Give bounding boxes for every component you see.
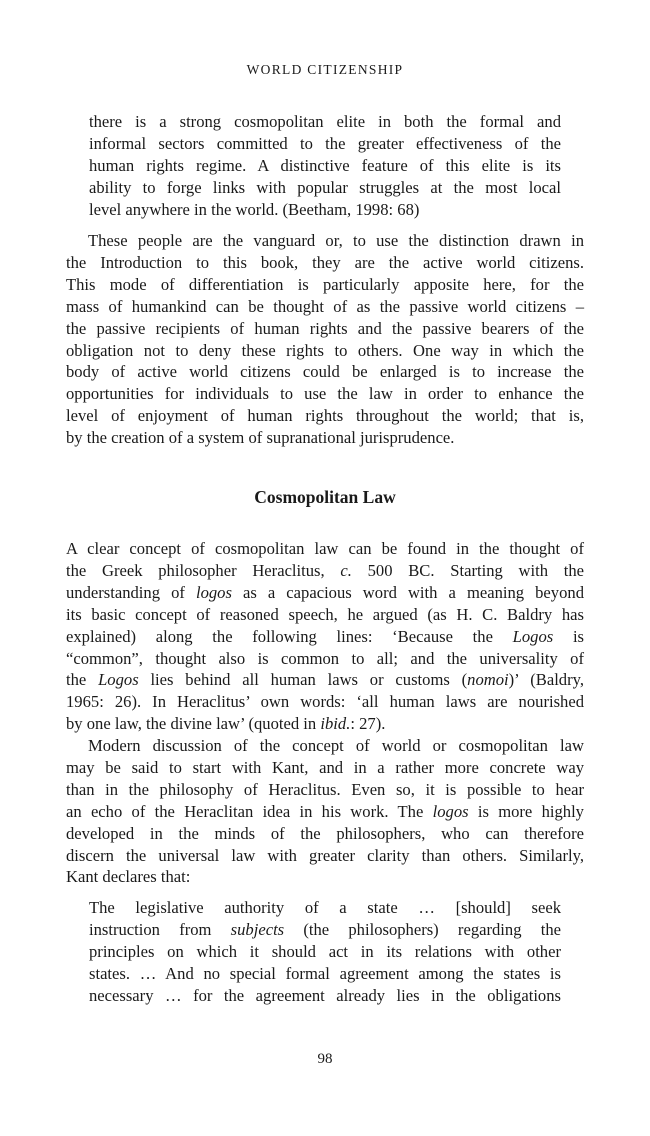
paragraph-heraclitus	[66, 538, 584, 735]
text-line: by the creation of a system of supranational jurisprudence.	[66, 428, 455, 448]
text-line: developed in the minds of the philosophers, who can therefore	[66, 823, 584, 843]
text-line: the Logos lies behind all human laws or customs (nomoi)’ (Baldry,	[66, 670, 584, 690]
text-line: necessary … for the agreement already lies in the obligations	[89, 985, 561, 1005]
text-line: opportunities for individuals to use the law in order to enhance the	[66, 384, 584, 404]
text-line: obligation not to deny these rights to others. One way in which the	[66, 340, 584, 360]
text-line: 1965: 26). In Heraclitus’ own words: ‘all human laws are nourished	[66, 692, 584, 712]
text-line: This mode of differentiation is particularly apposite here, for the	[66, 274, 584, 294]
text-line: its basic concept of reasoned speech, he argued (as H. C. Baldry has	[66, 604, 584, 624]
text-line: may be said to start with Kant, and in a rather more concrete way	[66, 757, 584, 777]
text-line: an echo of the Heraclitan idea in his work. The logos is more highly	[66, 801, 584, 821]
text-line: principles on which it should act in its relations with other	[89, 941, 561, 961]
text-line: Kant declares that:	[66, 867, 191, 887]
text-line: than in the philosophy of Heraclitus. Even so, it is possible to hear	[66, 779, 584, 799]
running-head: WORLD CITIZENSHIP	[246, 62, 404, 77]
text-line: mass of humankind can be thought of as the passive world citizens –	[66, 296, 584, 316]
text-line: “common”, thought also is common to all; and the universality of	[66, 648, 584, 668]
block-quote-beetham	[89, 111, 561, 221]
text-line: body of active world citizens could be enlarged is to increase the	[66, 362, 584, 382]
text-line: discern the universal law with greater clarity than others. Similarly,	[66, 845, 584, 865]
text-line: Modern discussion of the concept of world or cosmopolitan law	[88, 736, 584, 755]
text-line: ability to forge links with popular struggles at the most local	[89, 177, 561, 197]
text-line: level anywhere in the world. (Beetham, 1998: 68)	[89, 199, 420, 219]
text-line: the Introduction to this book, they are the active world citizens.	[66, 252, 584, 272]
text-line: These people are the vanguard or, to use the distinction drawn in	[88, 231, 584, 250]
text-line: instruction from subjects (the philosophers) regarding the	[89, 919, 561, 939]
paragraph-active-citizens	[66, 230, 584, 449]
text-line: the Greek philosopher Heraclitus, c. 500 BC. Starting with the	[66, 560, 585, 580]
text-line: understanding of logos as a capacious word with a meaning beyond	[66, 582, 584, 602]
text-line: there is a strong cosmopolitan elite in both the formal and	[89, 112, 561, 131]
block-quote-kant	[89, 897, 561, 1007]
text-line: The legislative authority of a state … [should] seek	[89, 898, 561, 917]
text-line: by one law, the divine law’ (quoted in ibid.: 27).	[66, 714, 386, 734]
text-line: informal sectors committed to the greater effectiveness of the	[89, 133, 561, 153]
section-heading: Cosmopolitan Law	[254, 487, 396, 507]
text-line: A clear concept of cosmopolitan law can be found in the thought of	[66, 539, 584, 558]
page-number: 98	[317, 1051, 333, 1067]
paragraph-kant	[66, 735, 584, 888]
text-line: level of enjoyment of human rights throughout the world; that is,	[66, 406, 584, 426]
text-line: human rights regime. A distinctive feature of this elite is its	[89, 155, 561, 175]
text-line: explained) along the following lines: ‘Because the Logos is	[66, 626, 585, 646]
text-line: states. … And no special formal agreement among the states is	[89, 963, 561, 983]
text-line: the passive recipients of human rights and the passive bearers of the	[66, 318, 584, 338]
